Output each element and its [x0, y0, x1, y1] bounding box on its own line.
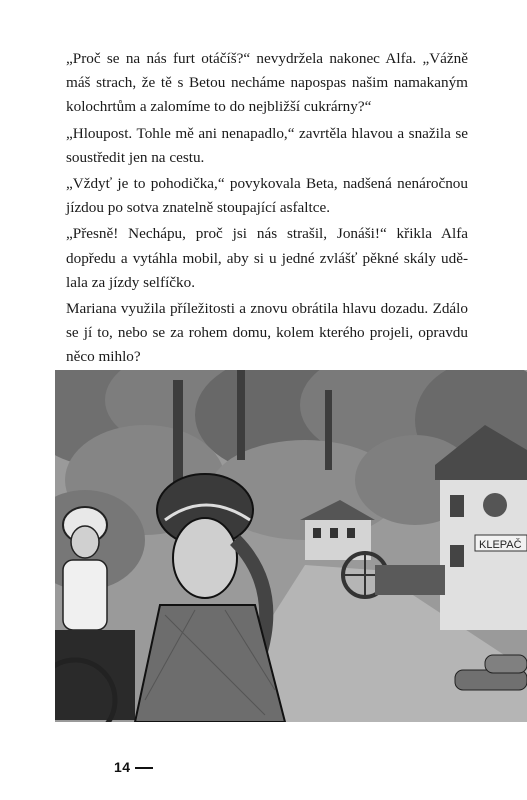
paragraph-2: „Hloupost. Tohle mě ani nenapadlo,“ zavrtěla hlavou a snažila se soustředit jen na cestu. [66, 124, 468, 166]
paragraph-4: „Přesně! Nechápu, proč jsi nás strašil, Jonáši!“ křikla Alfa dopředu a vytáhla mobil, aby si u jedné zvlášť pěkné skály udělala za jízdy selfíčko. [66, 225, 468, 291]
comic-illustration [55, 370, 527, 722]
paragraph-1: „Proč se na nás furt otáčíš?“ nevydržela nakonec Alfa. „Vážně máš strach, že tě s Betou necháme napospas našim namakaným kolochrtům a zalomíme to do nejbližší cukrárny?“ [66, 50, 468, 116]
page-number [114, 759, 153, 775]
mill-sign: KLEPAČ [479, 539, 522, 551]
paragraph-5: Mariana využila příležitosti a znovu obrátila hlavu dozadu. Zdálo se jí to, nebo se za rohem domu, kolem kterého projeli, opravdu něco mihlo? [66, 300, 468, 366]
folio-dash [135, 767, 153, 769]
page-number-value: 14 [114, 759, 131, 775]
body-text [66, 47, 468, 398]
paragraph-3: „Vždyť je to pohodička,“ povykovala Beta, nadšená nenáročnou jízdou po sotva znatelně stoupající asfaltce. [66, 175, 468, 217]
